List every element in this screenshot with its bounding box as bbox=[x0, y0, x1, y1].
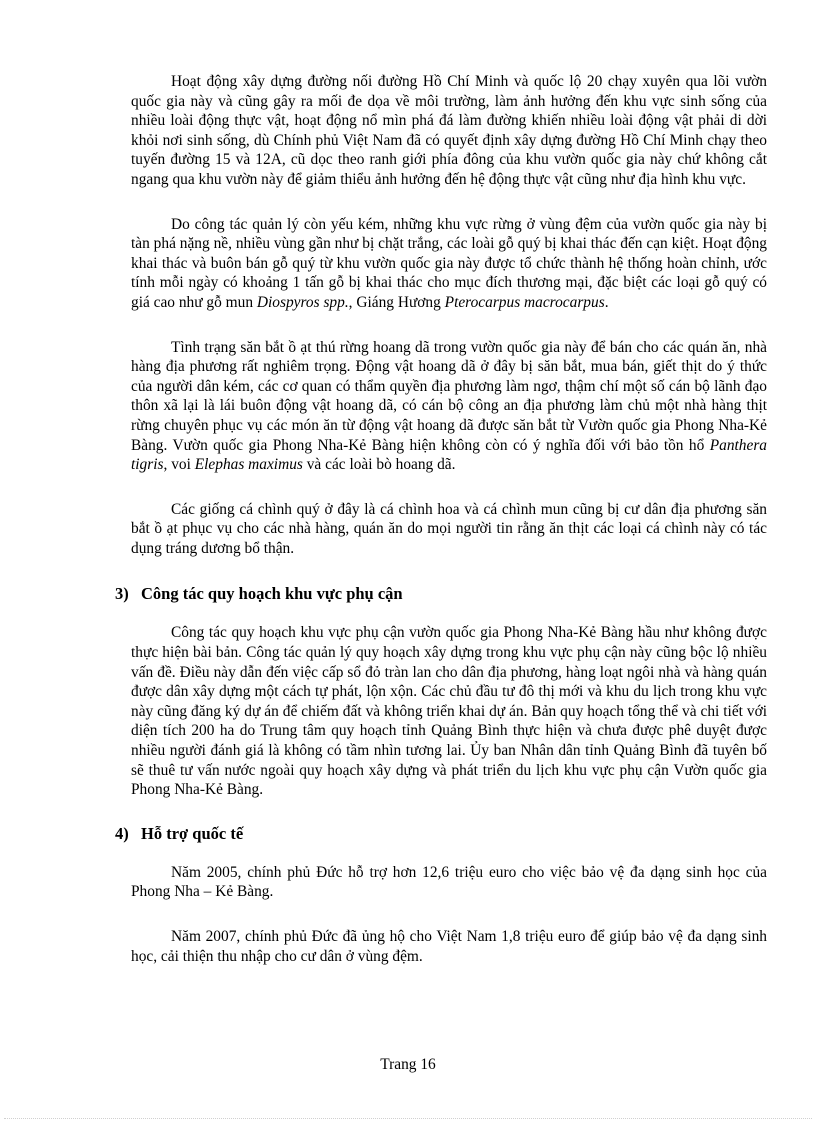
paragraph-support-2005: Năm 2005, chính phủ Đức hỗ trợ hơn 12,6 triệu euro cho việc bảo vệ đa dạng sinh học của Phong Nha – Kẻ Bàng. bbox=[131, 863, 767, 901]
paragraph-support-2007: Năm 2007, chính phủ Đức đã ủng hộ cho Việt Nam 1,8 triệu euro để giúp bảo vệ đa dạng sinh học, cải thiện thu nhập cho cư dân ở vùng đệm. bbox=[131, 928, 767, 965]
section-title: Hỗ trợ quốc tế bbox=[141, 823, 244, 843]
page-bottom-divider bbox=[4, 1118, 812, 1119]
species-diospyros: Diospyros spp. bbox=[256, 293, 349, 311]
section-title: Công tác quy hoạch khu vực phụ cận bbox=[141, 584, 403, 604]
species-elephas: Elephas maximus bbox=[194, 456, 303, 474]
paragraph-road-construction: Hoạt động xây dựng đường nối đường Hồ Chí Minh và quốc lộ 20 chạy xuyên qua lõi vườn quốc gia này và cũng gây ra mối đe dọa về môi trường, làm ảnh hưởng đến khu vực sinh sống của nhiều loài động thực vật, hoạt động nổ mìn phá đá làm đường khiến nhiều loài động vật phải di dời khỏi nơi sinh sống, dù Chính phủ Việt Nam đã có quyết định xây dựng đường Hồ Chí Minh chạy theo tuyến đường 15 và 12A, cũ dọc theo ranh giới phía đông của khu vườn quốc gia này chứ không cắt ngang qua khu vườn này để giảm thiểu ảnh hưởng đến hệ động thực vật cũng như địa hình khu vực. bbox=[131, 73, 767, 188]
section-heading-planning bbox=[115, 583, 767, 605]
section-number: 4) bbox=[115, 823, 129, 843]
paragraph-hunting-text-2: , voi bbox=[163, 456, 195, 474]
paragraph-logging-text-2: , Giáng Hương bbox=[348, 293, 445, 311]
paragraph-logging bbox=[131, 215, 767, 313]
paragraph-logging-end: . bbox=[604, 293, 609, 311]
paragraph-hunting-end: và các loài bò hoang dã. bbox=[302, 456, 456, 474]
paragraph-hunting-text: Tình trạng săn bắt ồ ạt thú rừng hoang dã trong vườn quốc gia này để bán cho các quán ăn, nhà hàng địa phương rất nghiêm trọng. Động vật hoang dã ở đây bị săn bắt, mua bán, giết thịt do ý thức của người dân kém, các cơ quan có thẩm quyền địa phương làm ngơ, thậm chí một số cán bộ lãnh đạo thôn xã lại là lái buôn động vật hoang dã, có cán bộ công an địa phương làm chủ một nhà hàng thịt rừng chuyên phục vụ các món ăn từ động vật hoang dã được săn bắt từ Vườn quốc gia Phong Nha-Kẻ Bàng. Vườn quốc gia Phong Nha-Kẻ Bàng hiện không còn có ý nghĩa đối với bảo tồn hổ bbox=[131, 338, 767, 454]
page-content bbox=[115, 72, 767, 991]
paragraph-eel-fishing: Các giống cá chình quý ở đây là cá chình hoa và cá chình mun cũng bị cư dân địa phương săn bắt ồ ạt phục vụ cho các nhà hàng, quán ăn do mọi người tin rằng ăn thịt các loại cá chình này có tác dụng tráng dương bổ thận. bbox=[131, 500, 767, 557]
species-pterocarpus: Pterocarpus macrocarpus bbox=[444, 293, 605, 311]
section-heading-international-support bbox=[115, 823, 767, 845]
paragraph-planning: Công tác quy hoạch khu vực phụ cận vườn quốc gia Phong Nha-Kẻ Bàng hầu như không được thực hiện bài bản. Công tác quản lý quy hoạch xây dựng trong khu vực phụ cận này cũng bộc lộ nhiều vấn đề. Điều này dẫn đến việc cấp sổ đỏ tràn lan cho dân địa phương, hàng loạt ngôi nhà và hàng quán được dân xây dựng một cách tự phát, lộn xộn. Các chủ đầu tư đô thị mới và khu du lịch trong khu vực này cũng đăng ký dự án để chiếm đất và không triển khai dự án. Bản quy hoạch tổng thể và chi tiết với diện tích 200 ha do Trung tâm quy hoạch tỉnh Quảng Bình thực hiện và chưa được phê duyệt được nhiều người đánh giá là không có tầm nhìn tương lai. Ủy ban Nhân dân tỉnh Quảng Bình đã tuyên bố sẽ thuê tư vấn nước ngoài quy hoạch xây dựng và phát triển du lịch khu vực phụ cận Vườn quốc gia Phong Nha-Kẻ Bàng. bbox=[131, 624, 767, 799]
section-number: 3) bbox=[115, 584, 129, 604]
paragraph-hunting bbox=[131, 338, 767, 475]
page-number-footer: Trang 16 bbox=[380, 1056, 436, 1073]
species-panthera: Panthera tigris bbox=[131, 436, 767, 474]
paragraph-logging-text: Do công tác quản lý còn yếu kém, những khu vực rừng ở vùng đệm của vườn quốc gia này bị tàn phá nặng nề, nhiều vùng gần như bị chặt trắng, các loài gỗ quý bị khai thác đến cạn kiệt. Hoạt động khai thác và buôn bán gỗ quý từ khu vườn quốc gia này được tổ chức thành hệ thống hoàn chỉnh, ước tính mỗi ngày có khoảng 1 tấn gỗ bị khai thác cho mục đích thương mại, đặc biệt các loại gỗ quý có giá cao như gỗ mun bbox=[131, 215, 767, 311]
